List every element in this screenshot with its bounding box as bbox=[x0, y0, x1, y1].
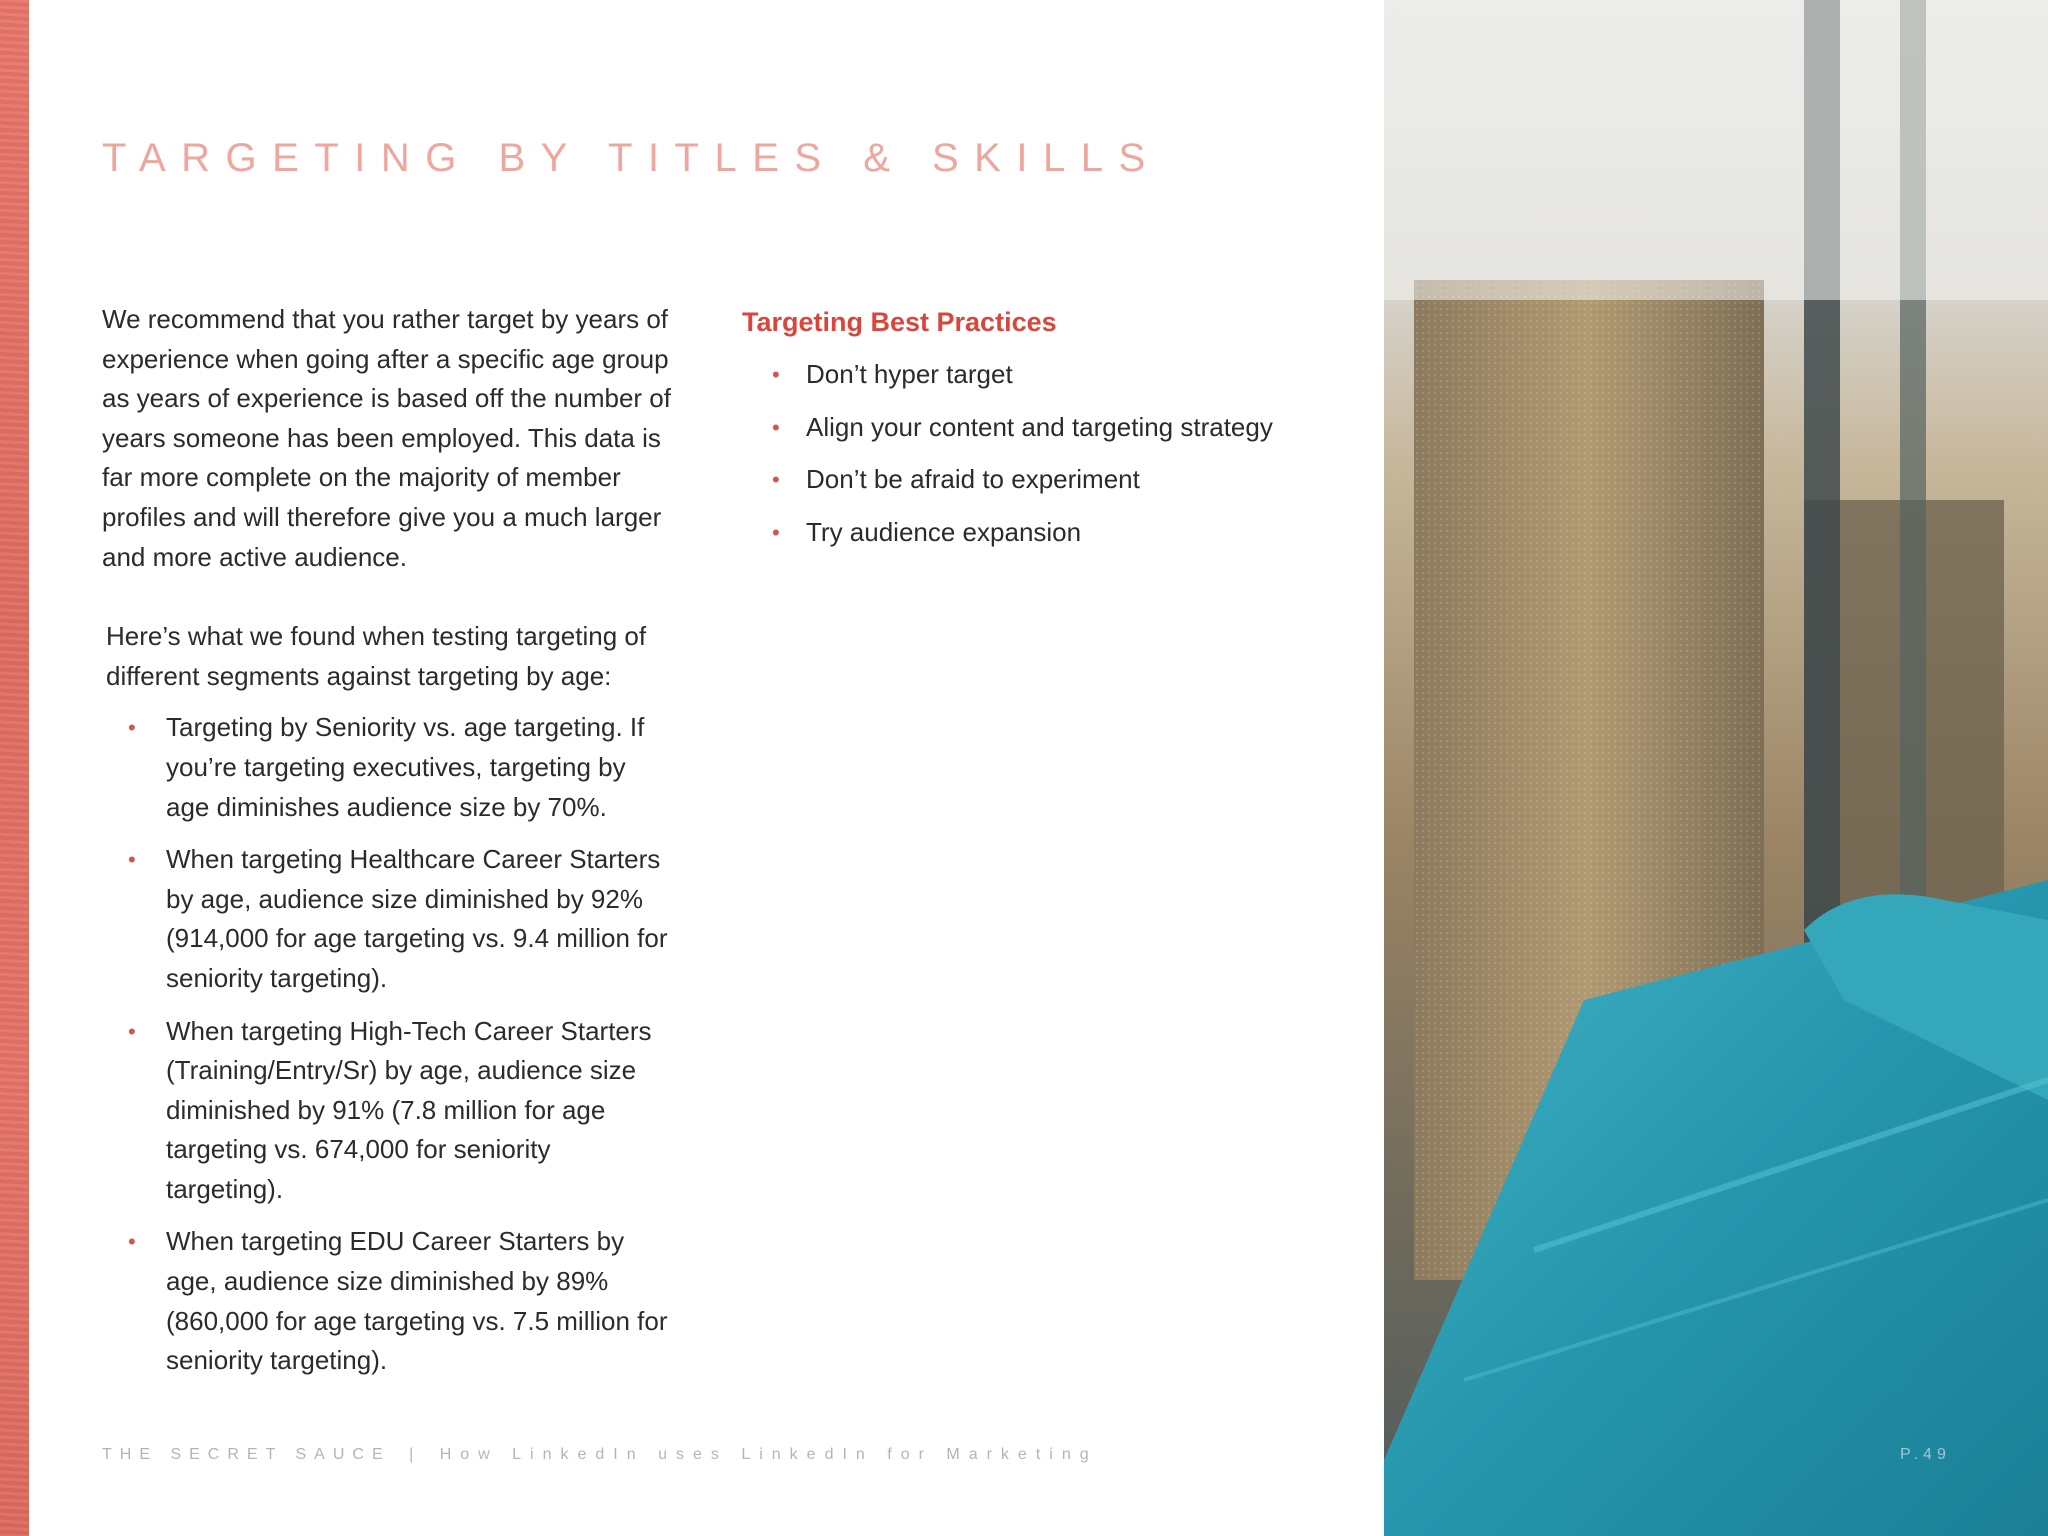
findings-intro-paragraph: Here’s what we found when testing targeting of different segments against targeting by age: bbox=[106, 621, 647, 691]
list-item bbox=[742, 513, 1342, 553]
best-practices-list bbox=[742, 355, 1342, 552]
finding-text: When targeting EDU Career Starters by age, audience size diminished by 89% (860,000 for age targeting vs. 7.5 million for seniority targeting). bbox=[166, 1226, 668, 1376]
findings-list bbox=[102, 708, 672, 1381]
photo-illustration bbox=[1384, 0, 2048, 1536]
left-column bbox=[102, 300, 672, 1394]
footer-subtitle: How LinkedIn uses LinkedIn for Marketing bbox=[439, 1446, 1098, 1463]
bullet-icon: • bbox=[772, 362, 780, 387]
window-city-photo bbox=[1384, 0, 2048, 1536]
practice-text: Try audience expansion bbox=[806, 516, 1082, 547]
bullet-icon: • bbox=[772, 519, 780, 545]
bullet-icon: • bbox=[128, 847, 136, 873]
finding-text: When targeting Healthcare Career Starters by age, audience size diminished by 92% (914,000 for age targeting vs. 9.4 million for seniority targeting). bbox=[166, 844, 668, 993]
list-item bbox=[742, 355, 1342, 395]
footer bbox=[102, 1446, 1098, 1464]
list-item bbox=[102, 840, 672, 998]
finding-text: When targeting High-Tech Career Starters (Training/Entry/Sr) by age, audience size diminished by 91% (7.8 million for age targeting vs. 674,000 for seniority targeting). bbox=[166, 1015, 652, 1204]
footer-separator: | bbox=[409, 1446, 422, 1463]
practice-text: Don’t hyper target bbox=[806, 359, 1013, 389]
practice-text: Align your content and targeting strategy bbox=[806, 411, 1273, 442]
bullet-icon: • bbox=[128, 1018, 136, 1044]
page-title: TARGETING BY TITLES & SKILLS bbox=[102, 136, 1161, 180]
list-item bbox=[102, 1222, 672, 1380]
footer-publication: THE SECRET SAUCE bbox=[102, 1446, 391, 1463]
list-item bbox=[742, 460, 1342, 500]
best-practices-heading: Targeting Best Practices bbox=[742, 307, 1057, 337]
bullet-icon: • bbox=[772, 467, 780, 493]
practice-text: Don’t be afraid to experiment bbox=[806, 464, 1140, 495]
right-column bbox=[742, 302, 1342, 565]
bullet-icon: • bbox=[772, 414, 780, 440]
bullet-icon: • bbox=[128, 1229, 136, 1255]
list-item bbox=[742, 408, 1342, 448]
intro-paragraph: We recommend that you rather target by years of experience when going after a specific age group as years of experience is based off the number of years someone has been employed. This data is far more complete on the majority of member profiles and will therefore give you a much larger and more active audience. bbox=[102, 304, 671, 572]
list-item bbox=[102, 1012, 672, 1210]
bullet-icon: • bbox=[128, 715, 136, 741]
finding-text: Targeting by Seniority vs. age targeting. If you’re targeting executives, targeting by age diminishes audience size by 70%. bbox=[166, 712, 645, 822]
page-number: P.49 bbox=[1900, 1446, 1951, 1463]
left-edge-strip bbox=[0, 0, 29, 1536]
list-item bbox=[102, 708, 672, 827]
